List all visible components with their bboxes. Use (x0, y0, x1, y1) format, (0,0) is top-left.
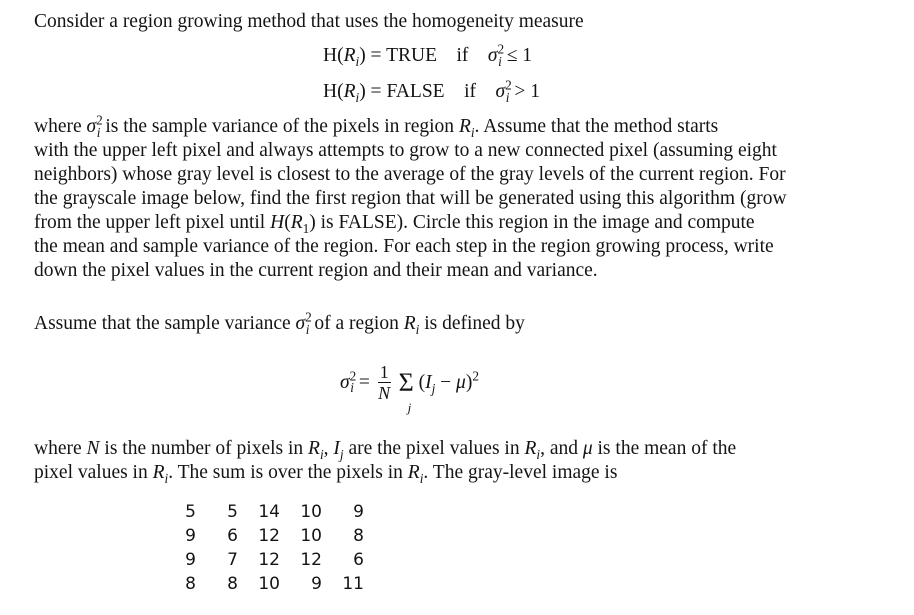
matrix-row (154, 500, 364, 524)
variance-formula: $\sigma^2_i$ = $\frac{1}{N}$ Σ j $(I_j - \mu)^2$ (340, 362, 479, 415)
matrix-cell: 9 (185, 550, 196, 570)
matrix-row (154, 548, 364, 572)
p3-l1-a: where (34, 438, 87, 459)
eq-true-value: TRUE (386, 45, 437, 66)
paragraph-2: Assume that the sample variance $\sigma^2_i$ of a region $R_i$ is defined by (34, 309, 525, 337)
fraction-one-over-n: $\frac{1}{N}$ (378, 362, 391, 403)
matrix-row (154, 524, 364, 548)
p3-l1-b: is the number of pixels in (99, 438, 309, 459)
p3-l1-d: , and (540, 438, 583, 459)
matrix-cell: 12 (258, 526, 280, 546)
matrix-cell: 8 (227, 574, 238, 594)
matrix-cell: 12 (300, 550, 322, 570)
matrix-cell: 8 (185, 574, 196, 594)
eq-if-1: if (456, 45, 469, 66)
matrix-cell: 14 (258, 502, 280, 522)
matrix-cell: 7 (227, 550, 238, 570)
p1-l6: the mean and sample variance of the region. For each step in the region growing process, write (34, 236, 774, 257)
p1-l4: the grayscale image below, find the first region that will be generated using this algorithm (grow (34, 188, 787, 209)
matrix-cell: 12 (258, 550, 280, 570)
p1-l2: with the upper left pixel and always attempts to grow to a new connected pixel (assuming eight (34, 140, 777, 161)
p2-a: Assume that the sample variance (34, 313, 296, 334)
intro-text (34, 10, 584, 34)
eq-true-rhs: ≤ 1 (506, 45, 533, 66)
matrix-cell: 8 (353, 526, 364, 546)
paragraph-1-line-6 (34, 235, 885, 259)
p1-l1-b: is the sample variance of the pixels in region (100, 116, 459, 137)
paragraph-3-line-1: where N is the number of pixels in $R_i$, $I_j$ are the pixel values in $R_i$, and μ is the mean of the (34, 438, 737, 462)
matrix-cell: 5 (185, 502, 196, 522)
paragraph-1-line-4 (34, 187, 885, 211)
p3-l1-c: are the pixel values in (343, 438, 525, 459)
paragraph-1-line-3 (34, 163, 885, 187)
matrix-cell: 9 (185, 526, 196, 546)
matrix-cell: 10 (300, 526, 322, 546)
equation-false: $H(R_i)$ = FALSE if $\sigma^2_i > 1$ (323, 77, 540, 105)
intro-sentence: Consider a region growing method that uses the homogeneity measure (34, 11, 584, 32)
summation: Σ j (398, 367, 414, 415)
matrix-row (154, 572, 364, 596)
p3-l1-e: is the mean of the (592, 438, 737, 459)
eq-false-value: FALSE (386, 81, 445, 102)
matrix-cell: 9 (353, 502, 364, 522)
paragraph-1-line-5: from the upper left pixel until $H(R_1)$ is FALSE). Circle this region in the image and compute (34, 212, 755, 236)
equation-true: $H(R_i)$ = TRUE if $\sigma^2_i \le 1$ (323, 41, 533, 69)
gray-level-image-matrix (154, 500, 364, 596)
p3-l2-b: . The sum is over the pixels in (168, 462, 408, 483)
matrix-cell: 5 (227, 502, 238, 522)
paragraph-3-line-2: pixel values in $R_i$. The sum is over the pixels in $R_i$. The gray-level image is (34, 462, 618, 486)
matrix-cell: 10 (258, 574, 280, 594)
p1-l3: neighbors) whose gray level is closest to the average of the gray levels of the current region. For (34, 164, 786, 185)
matrix-cell: 6 (227, 526, 238, 546)
p1-l5-b: ) is FALSE). Circle this region in the image and compute (309, 212, 755, 233)
matrix-cell: 10 (300, 502, 322, 522)
p1-l7: down the pixel values in the current region and their mean and variance. (34, 260, 598, 281)
p1-l5-a: from the upper left pixel until (34, 212, 271, 233)
eq-false-rhs: > 1 (514, 81, 540, 102)
paragraph-1-line-2 (34, 139, 885, 163)
eq-if-2: if (464, 81, 477, 102)
paragraph-1-line-7 (34, 259, 598, 283)
p3-l2-a: pixel values in (34, 462, 153, 483)
p3-l2-c: . The gray-level image is (423, 462, 618, 483)
matrix-cell: 9 (311, 574, 322, 594)
p2-b: of a region (309, 313, 404, 334)
p1-l1-a: where (34, 116, 87, 137)
matrix-cell: 6 (353, 550, 364, 570)
p1-l1-c: . Assume that the method starts (474, 116, 719, 137)
paragraph-1-line-1: where $\sigma^2_i$ is the sample variance of the pixels in region $R_i$. Assume that the method starts (34, 112, 719, 140)
p2-c: is defined by (419, 313, 525, 334)
matrix-cell: 11 (342, 574, 364, 594)
